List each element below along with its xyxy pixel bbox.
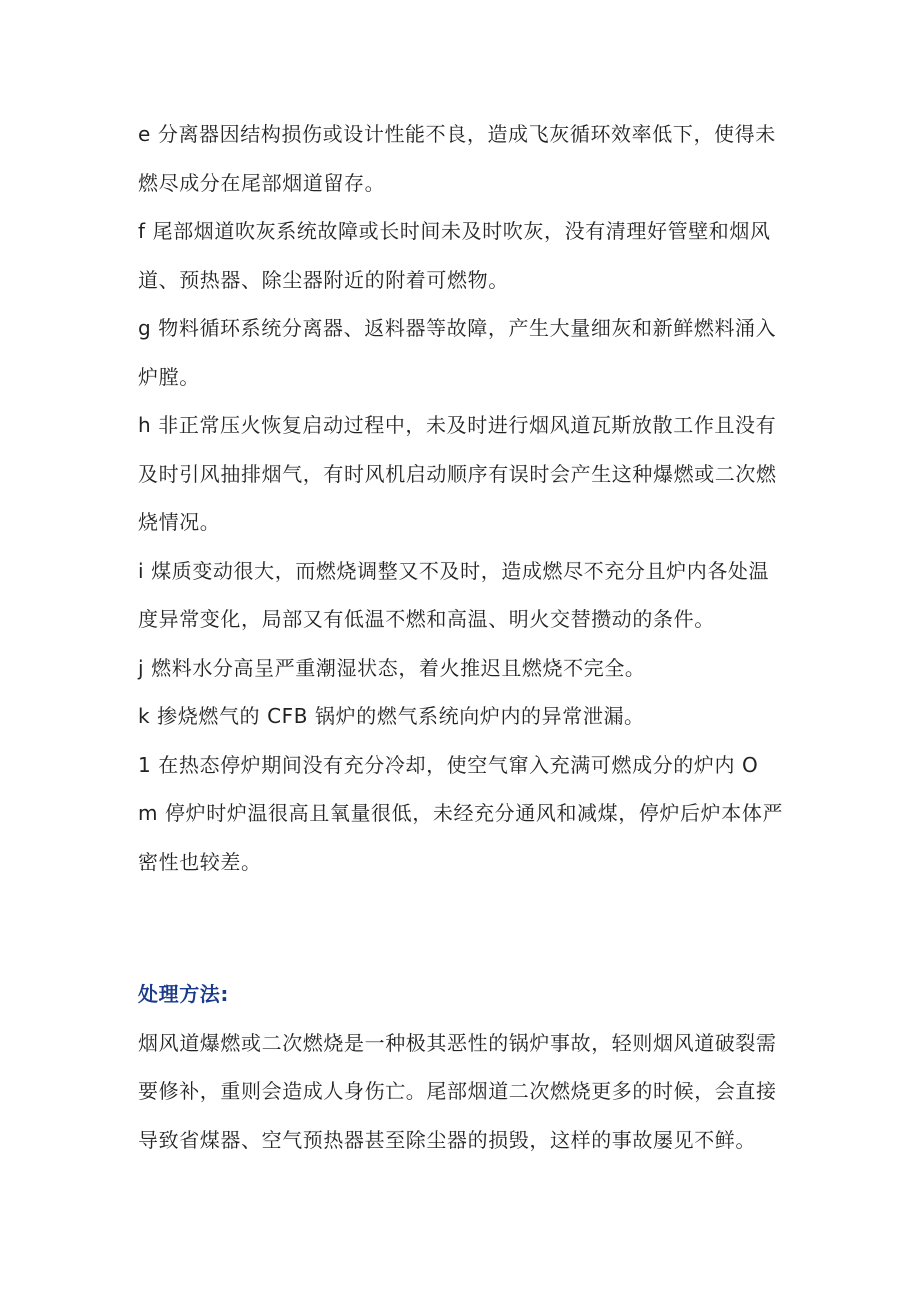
document-content xyxy=(138,110,788,1164)
list-item-i: i 煤质变动很大，而燃烧调整又不及时，造成燃尽不充分且炉内各处温度异常变化，局部又有低温不燃和高温、明火交替攒动的条件。 xyxy=(138,558,770,631)
section-spacer xyxy=(138,886,788,970)
section-body: 烟风道爆燃或二次燃烧是一种极其恶性的锅炉事故，轻则烟风道破裂需要修补，重则会造成人身伤亡。尾部烟道二次燃烧更多的时候，会直接导致省煤器、空气预热器甚至除尘器的损毁，这样的事故屡见不鲜。 xyxy=(138,1030,777,1152)
list-item-m: m 停炉时炉温很高且氧量很低，未经充分通风和减煤，停炉后炉本体严密性也较差。 xyxy=(138,801,784,874)
section-heading: 处理方法: xyxy=(138,982,229,1006)
list-item-h: h 非正常压火恢复启动过程中，未及时进行烟风道瓦斯放散工作且没有及时引风抽排烟气，有时风机启动顺序有误时会产生这种爆燃或二次燃烧情况。 xyxy=(138,413,777,534)
list-item-k: k 掺烧燃气的 CFB 锅炉的燃气系统向炉内的异常泄漏。 xyxy=(138,704,645,728)
list-item-f: f 尾部烟道吹灰系统故障或长时间未及时吹灰，没有清理好管壁和烟风道、预热器、除尘器附近的附着可燃物。 xyxy=(138,219,771,292)
list-item-e: e 分离器因结构损伤或设计性能不良，造成飞灰循环效率低下，使得未燃尽成分在尾部烟道留存。 xyxy=(138,122,776,195)
list-item-l: 1 在热态停炉期间没有充分冷却，使空气窜入充满可燃成分的炉内 O xyxy=(138,752,759,777)
list-item-g: g 物料循环系统分离器、返料器等故障，产生大量细灰和新鲜燃料涌入炉膛。 xyxy=(138,316,777,389)
list-item-j: j 燃料水分高呈严重潮湿状态，着火推迟且燃烧不完全。 xyxy=(138,655,646,680)
